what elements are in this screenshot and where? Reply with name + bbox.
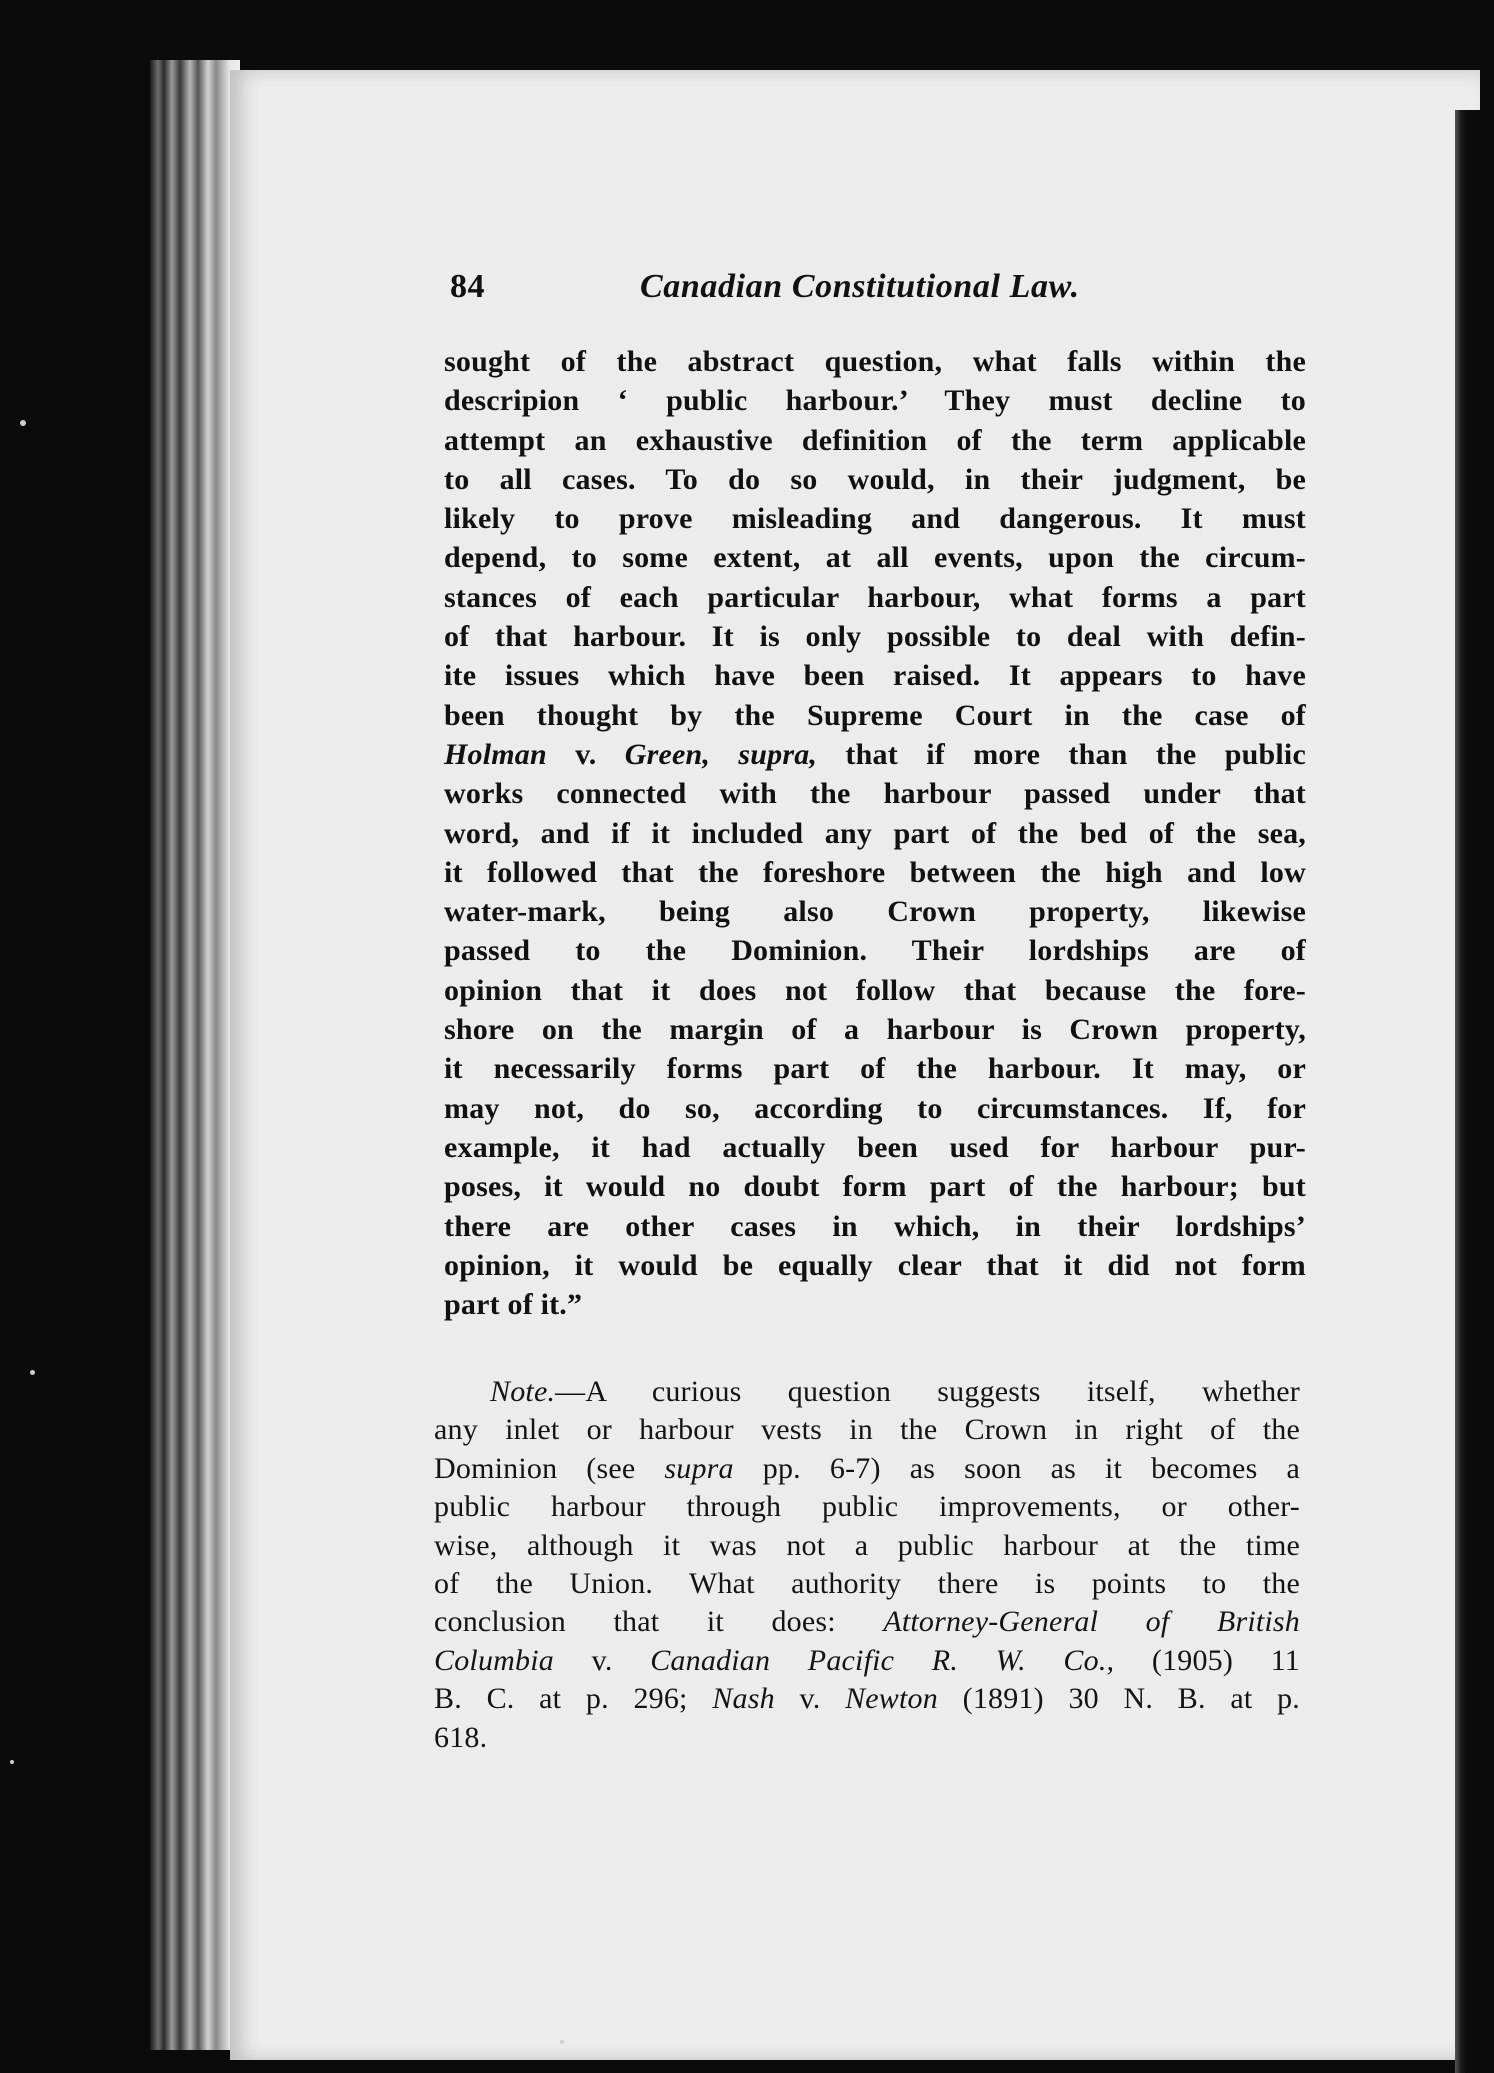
book-binding: [150, 60, 240, 2050]
running-head: Canadian Constitutional Law.: [640, 268, 1080, 305]
case-name-holman: Holman: [444, 737, 547, 771]
text-line: of that harbour. It is only possible to deal with defin-: [444, 620, 1306, 654]
note-line: wise, although it was not a public harbour at the time: [434, 1528, 1300, 1562]
text-line: part of it.”: [444, 1288, 583, 1322]
text-fragment: conclusion that it does:: [434, 1605, 884, 1639]
text-line: likely to prove misleading and dangerous. It must: [444, 502, 1306, 536]
text-line: works connected with the harbour passed under that: [444, 777, 1306, 811]
text-line: example, it had actually been used for harbour pur-: [444, 1130, 1306, 1164]
text-line: to all cases. To do so would, in their judgment, be: [444, 462, 1306, 496]
page-edge-shadow: [1455, 110, 1494, 2073]
page-number: 84: [450, 268, 485, 305]
text-line: water-mark, being also Crown property, likewise: [444, 895, 1306, 929]
text-fragment: B. C. at p. 296;: [434, 1682, 713, 1716]
text-line: opinion, it would be equally clear that it did not form: [444, 1248, 1306, 1282]
text-fragment: Dominion (see: [434, 1451, 665, 1485]
text-line: opinion that it does not follow that because the fore-: [444, 973, 1306, 1007]
case-name-cpr: Canadian Pacific R. W. Co.,: [650, 1643, 1115, 1677]
text-line: been thought by the Supreme Court in the case of: [444, 698, 1306, 732]
text-line: may not, do so, according to circumstances. If, for: [444, 1091, 1306, 1125]
case-name-columbia: Columbia: [434, 1643, 554, 1677]
dust-speck: [30, 1370, 35, 1375]
text-line: descripion ‘ public harbour.’ They must decline to: [444, 384, 1306, 418]
text-line: it followed that the foreshore between the high and low: [444, 855, 1306, 889]
note-line: [434, 1680, 1300, 1718]
text-line: it necessarily forms part of the harbour. It may, or: [444, 1052, 1306, 1086]
text-line: attempt an exhaustive definition of the term applicable: [444, 423, 1306, 457]
quoted-judgment-paragraph: [444, 342, 1306, 1324]
text-line: word, and if it included any part of the bed of the sea,: [444, 816, 1306, 850]
text-fragment: —A curious question suggests itself, whether: [555, 1375, 1300, 1408]
text-fragment: (1905) 11: [1114, 1643, 1300, 1677]
note-line: any inlet or harbour vests in the Crown in right of the: [434, 1413, 1300, 1447]
text-line: ite issues which have been raised. It appears to have: [444, 659, 1306, 693]
text-line: poses, it would no doubt form part of the harbour; but: [444, 1170, 1306, 1204]
note-line: [434, 1603, 1300, 1641]
text-fragment: that if more than the public: [817, 737, 1306, 771]
note-line: public harbour through public improvements, or other-: [434, 1490, 1300, 1524]
text-fragment: pp. 6-7) as soon as it becomes a: [733, 1451, 1300, 1485]
note-line: [434, 1642, 1300, 1680]
versus: v.: [553, 1643, 651, 1677]
dust-speck: [20, 420, 26, 426]
note-line: 618.: [434, 1720, 488, 1754]
case-name-ag-bc: Attorney-General of British: [883, 1605, 1300, 1639]
page-header: [450, 268, 1310, 318]
text-line: stances of each particular harbour, what forms a part: [444, 580, 1306, 614]
dust-speck: [560, 2040, 564, 2044]
supra-ref: supra: [664, 1451, 734, 1485]
note-line: of the Union. What authority there is points to the: [434, 1566, 1300, 1600]
case-name-nash: Nash: [712, 1682, 775, 1716]
text-line: depend, to some extent, at all events, upon the circum-: [444, 541, 1306, 575]
text-line: shore on the margin of a harbour is Crown property,: [444, 1013, 1306, 1047]
note-label: Note.: [490, 1375, 556, 1408]
note-paragraph: [434, 1373, 1300, 1757]
case-name-green-supra: Green, supra,: [624, 737, 818, 771]
versus: v.: [774, 1682, 846, 1716]
versus: v.: [546, 737, 625, 771]
text-line: passed to the Dominion. Their lordships are of: [444, 934, 1306, 968]
text-line: sought of the abstract question, what falls within the: [444, 345, 1306, 378]
text-line: there are other cases in which, in their lordships’: [444, 1209, 1306, 1243]
text-fragment: (1891) 30 N. B. at p.: [937, 1682, 1300, 1716]
case-name-newton: Newton: [845, 1682, 938, 1716]
text-line-case-citation: [444, 735, 1306, 774]
note-line: [434, 1373, 1300, 1411]
dust-speck: [10, 1760, 14, 1764]
note-line: [434, 1450, 1300, 1488]
